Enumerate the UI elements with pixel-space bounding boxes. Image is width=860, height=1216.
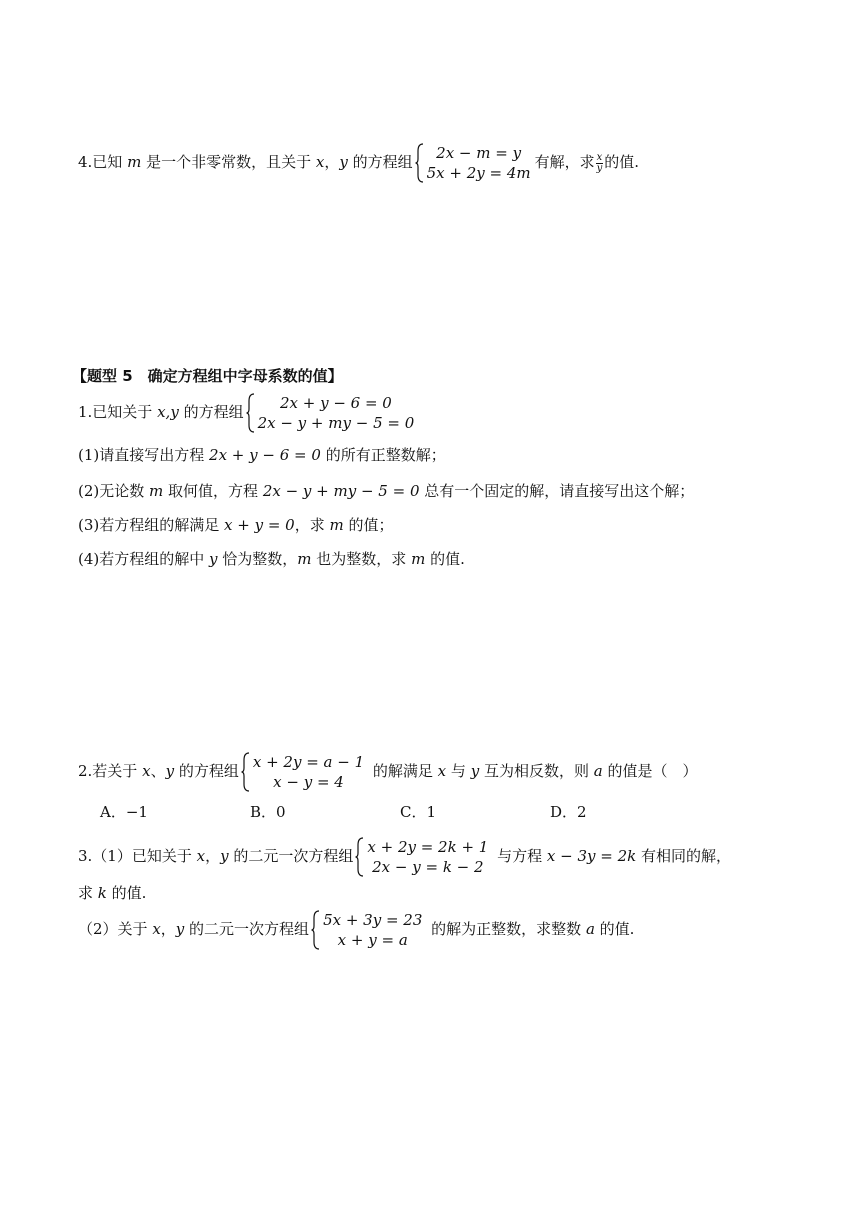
p2-sep: 、 bbox=[150, 762, 166, 780]
p1-sub3-text-b: ，求 bbox=[294, 516, 330, 534]
q4-end: 的值. bbox=[604, 153, 640, 171]
p3-text: 的二元一次方程组 bbox=[228, 847, 354, 865]
p2-text-4: 互为相反数，则 bbox=[479, 762, 594, 780]
left-brace-icon bbox=[311, 910, 321, 950]
q4-prefix: 4.已知 bbox=[78, 153, 128, 171]
p3-end: 有相同的解， bbox=[636, 847, 731, 865]
q4-frac-num: x bbox=[596, 151, 603, 163]
p2-var-x-2: x bbox=[437, 762, 447, 780]
p1-vars: x,y bbox=[157, 403, 179, 421]
p1-sub2-text-c: 总有一个固定的解，请直接写出这个解； bbox=[419, 482, 695, 500]
q4-text-3: 有解，求 bbox=[534, 153, 595, 171]
p3-eq-2: 2x − y = k − 2 bbox=[372, 858, 484, 876]
p3-text-2: 与方程 bbox=[492, 847, 547, 865]
p1-sub3-text-a: (3)若方程组的解满足 bbox=[78, 516, 225, 534]
p1-sub-2 bbox=[78, 481, 694, 501]
option-b: B．0 bbox=[250, 803, 286, 821]
p3-part2-comma: ， bbox=[160, 920, 176, 938]
p1-sub4-text-b: 恰为整数， bbox=[217, 550, 298, 568]
q4-eq-1: 2x − m = y bbox=[436, 144, 522, 162]
p2-text-2: 的解满足 bbox=[368, 762, 438, 780]
problem-3-line-2 bbox=[78, 883, 146, 903]
option-c: C．1 bbox=[400, 803, 437, 821]
p1-intro: 1.已知关于 bbox=[78, 403, 158, 421]
p3-comma: ， bbox=[205, 847, 221, 865]
option-d: D．2 bbox=[550, 803, 587, 821]
q4-frac-den: y bbox=[596, 162, 603, 174]
p3-var-k: k bbox=[97, 884, 107, 902]
p3-part2-intro: （2）关于 bbox=[78, 920, 153, 938]
p1-sub4-var-y: y bbox=[209, 550, 218, 568]
q4-fraction bbox=[596, 153, 604, 174]
p1-text: 的方程组 bbox=[178, 403, 244, 421]
p1-sub4-text-d: 的值. bbox=[425, 550, 465, 568]
q4-text-1: 是一个非零常数，且关于 bbox=[141, 153, 316, 171]
p3-line2-b: 的值. bbox=[106, 884, 147, 902]
p1-sub3-equation: x + y = 0 bbox=[224, 516, 295, 534]
p3-part2-var-x: x bbox=[152, 920, 161, 938]
q4-comma: ， bbox=[324, 153, 340, 171]
p1-sub1-text-a: (1)请直接写出方程 bbox=[78, 446, 210, 464]
p1-sub2-var-m: m bbox=[149, 482, 164, 500]
p1-eq-2: 2x − y + my − 5 = 0 bbox=[257, 414, 415, 432]
problem-4 bbox=[78, 143, 639, 183]
problem-2 bbox=[78, 752, 697, 792]
problem-1 bbox=[78, 393, 418, 433]
p3-part2-var-y: y bbox=[175, 920, 185, 938]
q4-text-2: 的方程组 bbox=[347, 153, 413, 171]
left-brace-icon bbox=[355, 837, 365, 877]
p2-eq-2: x − y = 4 bbox=[273, 773, 344, 791]
p3-part2-end: 的值. bbox=[594, 920, 635, 938]
p1-sub4-var-m-2: m bbox=[411, 550, 426, 568]
p3-part2-eq-1: 5x + 3y = 23 bbox=[323, 911, 423, 929]
p3-eq-1: x + 2y = 2k + 1 bbox=[367, 838, 489, 856]
q4-var-y: y bbox=[339, 153, 348, 171]
p3-part2-equation-system bbox=[311, 910, 422, 950]
p2-intro: 2.若关于 bbox=[78, 762, 143, 780]
section-heading: 【题型 5 确定方程组中字母系数的值】 bbox=[72, 367, 343, 385]
p3-intro: 3.（1）已知关于 bbox=[78, 847, 197, 865]
p1-sub-1 bbox=[78, 445, 446, 465]
p2-text: 的方程组 bbox=[174, 762, 239, 780]
p2-var-a: a bbox=[593, 762, 603, 780]
p2-end: 的值是（ ） bbox=[602, 762, 698, 780]
p1-eq-1: 2x + y − 6 = 0 bbox=[279, 394, 392, 412]
p1-sub4-text-a: (4)若方程组的解中 bbox=[78, 550, 210, 568]
p2-var-x: x bbox=[142, 762, 151, 780]
q4-var-x: x bbox=[315, 153, 325, 171]
left-brace-icon bbox=[241, 752, 251, 792]
p3-var-y: y bbox=[220, 847, 229, 865]
q4-eq-2: 5x + 2y = 4m bbox=[426, 164, 531, 182]
p2-var-y-2: y bbox=[470, 762, 480, 780]
p2-eq-1: x + 2y = a − 1 bbox=[252, 753, 365, 771]
p2-options bbox=[100, 802, 700, 822]
p1-sub3-var-m: m bbox=[329, 516, 344, 534]
p3-part2-eq-2: x + y = a bbox=[337, 931, 408, 949]
p1-sub2-equation: 2x − y + my − 5 = 0 bbox=[262, 482, 420, 500]
left-brace-icon bbox=[415, 143, 425, 183]
p1-sub4-var-m: m bbox=[297, 550, 312, 568]
p2-equation-system bbox=[241, 752, 364, 792]
p2-text-3: 与 bbox=[446, 762, 471, 780]
p3-part2-var-a: a bbox=[585, 920, 595, 938]
p1-sub2-text-b: 取何值，方程 bbox=[163, 482, 263, 500]
p2-var-y: y bbox=[165, 762, 175, 780]
p3-equation: x − 3y = 2k bbox=[546, 847, 637, 865]
p1-sub1-text-b: 的所有正整数解； bbox=[320, 446, 446, 464]
problem-3-part-1 bbox=[78, 837, 731, 877]
q4-equation-system bbox=[415, 143, 531, 183]
left-brace-icon bbox=[246, 393, 256, 433]
p1-sub1-equation: 2x + y − 6 = 0 bbox=[209, 446, 321, 464]
p1-sub3-text-c: 的值； bbox=[343, 516, 394, 534]
p1-sub4-text-c: 也为整数，求 bbox=[311, 550, 412, 568]
p3-var-x: x bbox=[196, 847, 206, 865]
q4-var-m: m bbox=[127, 153, 142, 171]
p1-sub2-text-a: (2)无论数 bbox=[78, 482, 150, 500]
p3-equation-system bbox=[355, 837, 488, 877]
p1-sub-3 bbox=[78, 515, 394, 535]
p3-line2-a: 求 bbox=[78, 884, 98, 902]
p1-equation-system bbox=[246, 393, 415, 433]
p3-part2-text-2: 的解为正整数，求整数 bbox=[426, 920, 586, 938]
option-a: A．−1 bbox=[100, 803, 148, 821]
problem-3-part-2 bbox=[78, 910, 634, 950]
p3-part2-text: 的二元一次方程组 bbox=[184, 920, 310, 938]
p1-sub-4 bbox=[78, 549, 465, 569]
